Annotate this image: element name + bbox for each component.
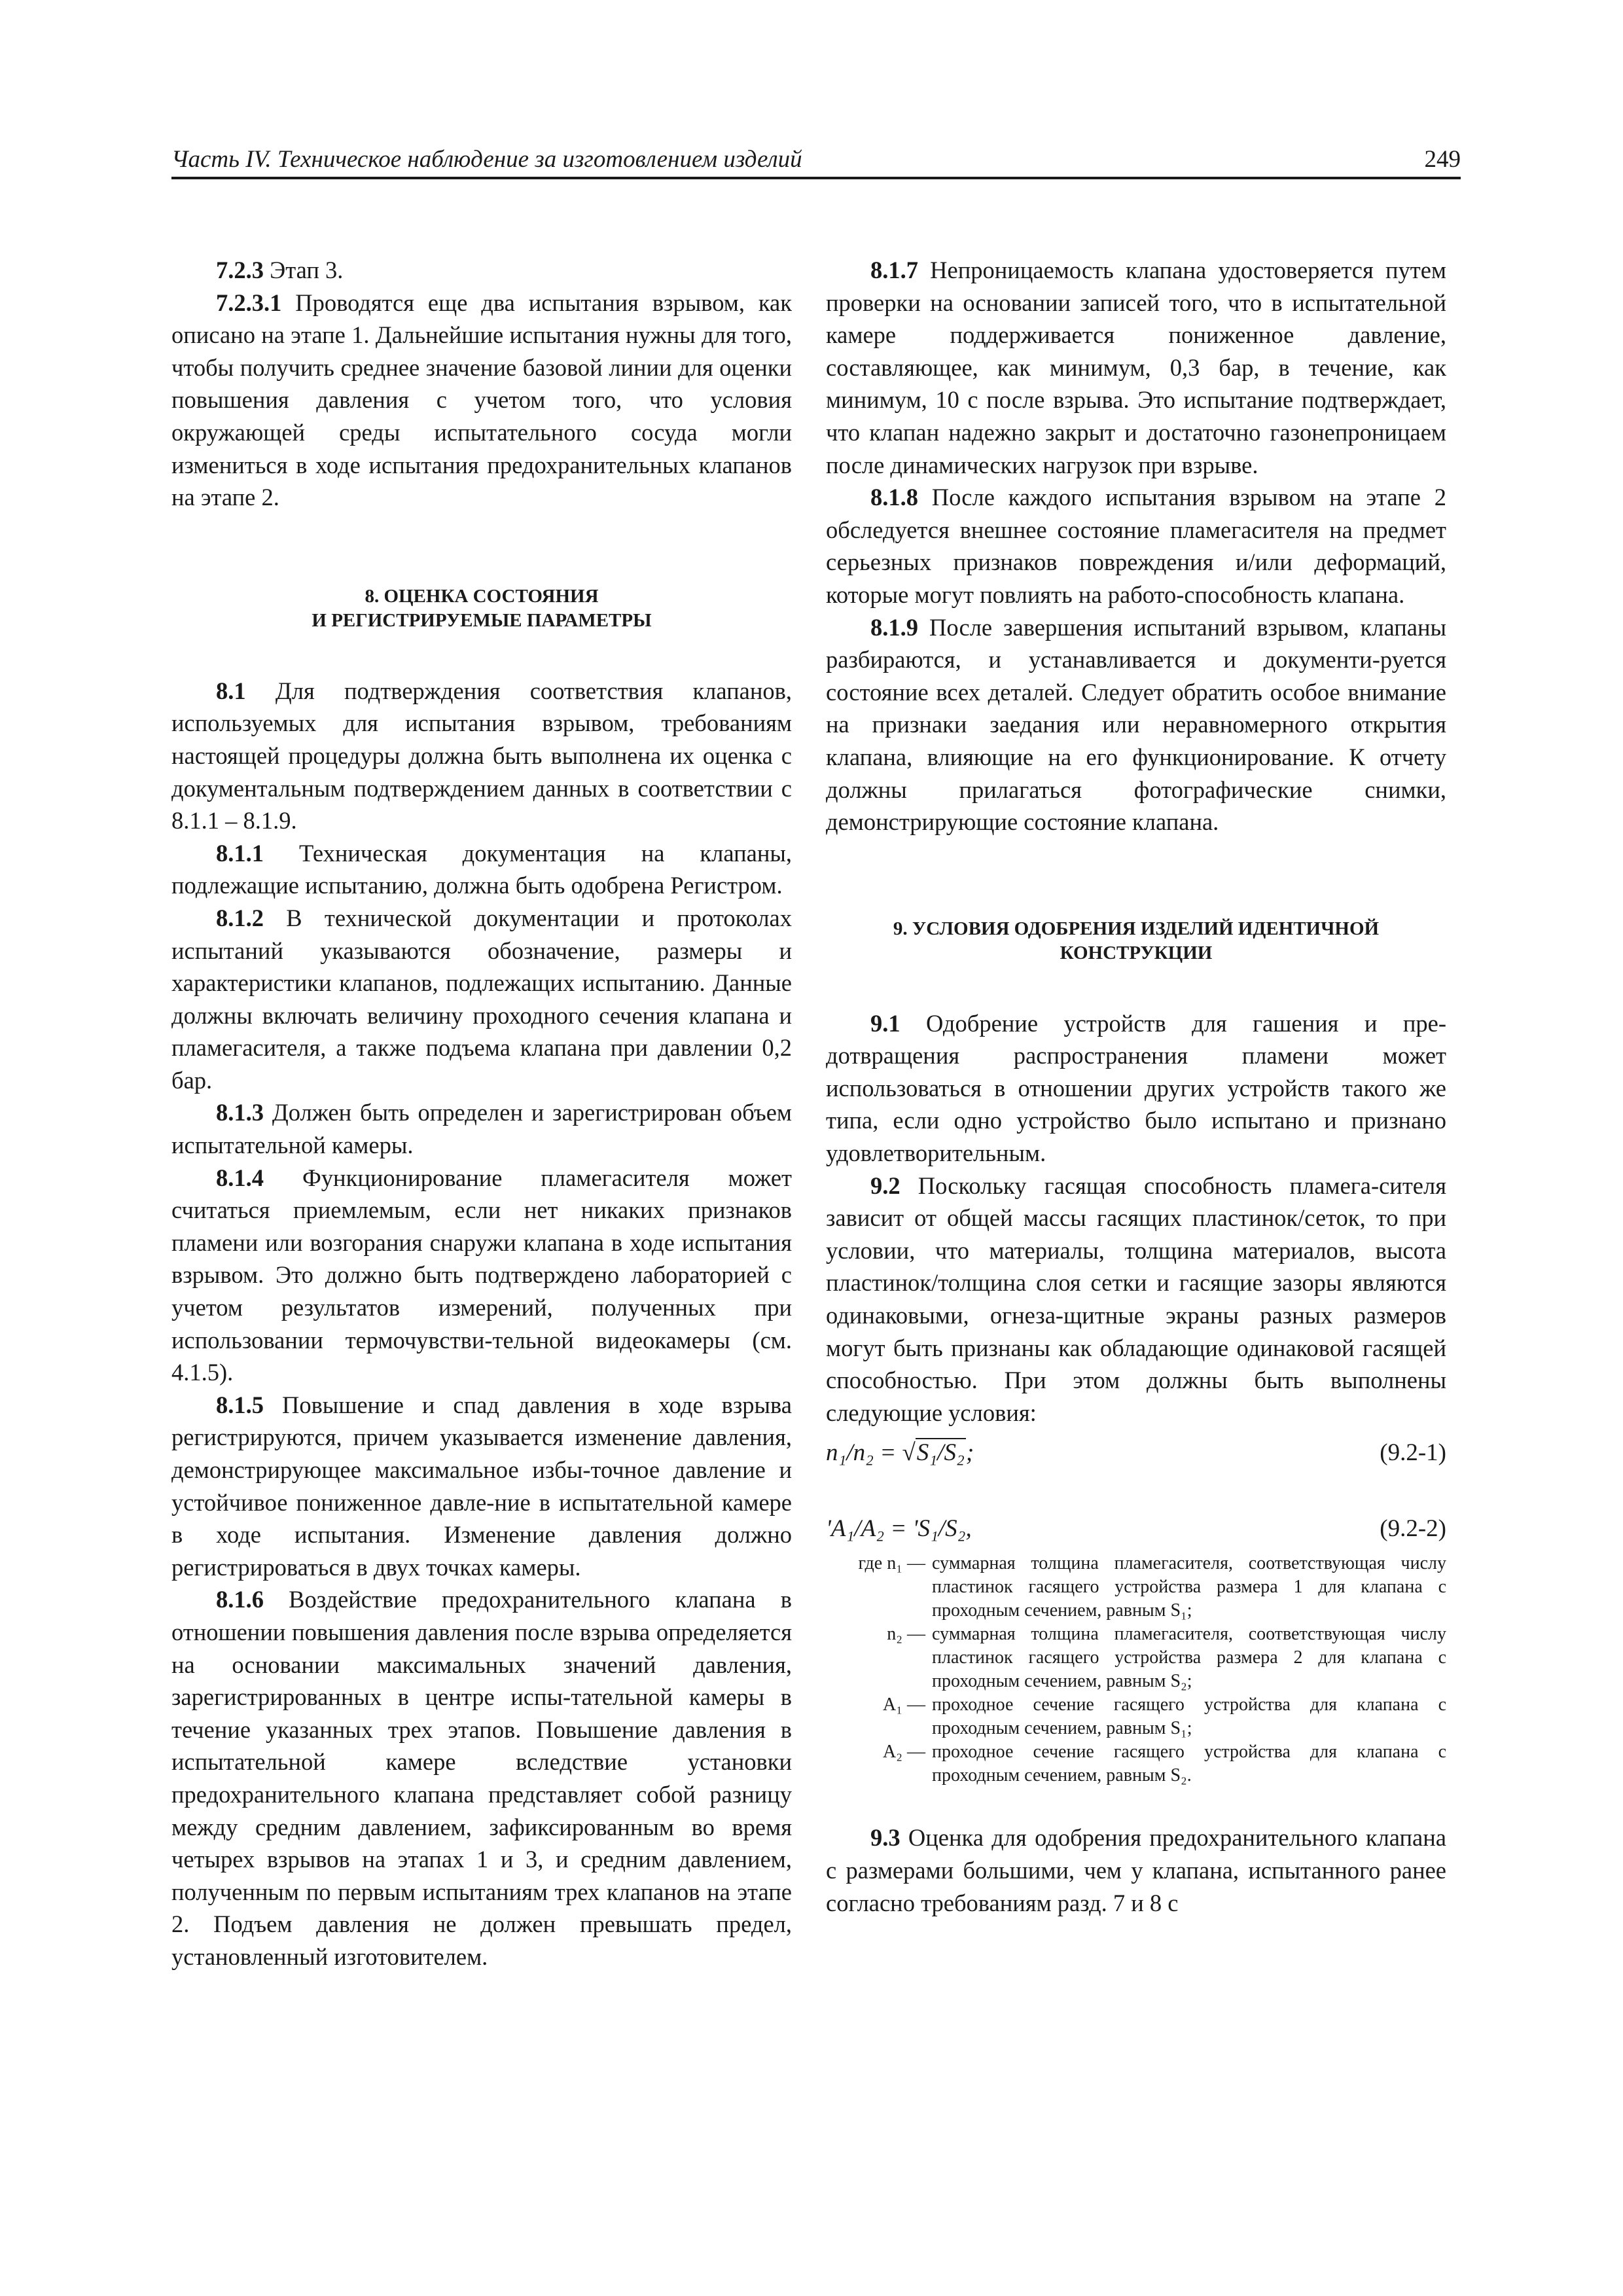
running-title: Часть IV. Техническое наблюдение за изготовлением изделий xyxy=(171,146,802,173)
paragraph-8-1-5: 8.1.5 Повышение и спад давления в ходе взрыва регистрируются, причем указывается изменение давления, демонстрирующее максимальное избы-точное давление и устойчивое пониженное давле-ние в испытательной камере в ходе испытания. Изменение давления должно регистрироваться в двух точках камеры. xyxy=(171,1391,792,1581)
symbol-definitions xyxy=(826,1552,1446,1787)
section-9-heading: 9. УСЛОВИЯ ОДОБРЕНИЯ ИЗДЕЛИЙ ИДЕНТИЧНОЙ КОНСТРУКЦИИ xyxy=(893,918,1380,963)
formula-9-2-1: n₁/n₂ = √S₁/S₂; (9.2-1) xyxy=(826,1437,1446,1476)
paragraph-9-2: 9.2 Поскольку гасящая способность пламега-сителя зависит от общей массы гасящих пластинок/сеток, то при условии, что материалы, толщина материалов, высота пластинок/толщина слоя сетки и гасящие зазоры являются одинаковыми, огнеза-щитные экраны разных размеров могут быть признаны как обладающие одинаковой гасящей способностью. При этом должны быть выполнены следующие условия: xyxy=(826,1172,1446,1426)
page-number: 249 xyxy=(1424,146,1461,173)
definition-row: где n₁ — суммарная толщина пламегасителя, соответствующая числу пластинок гасящего устройства размера 1 для клапана с проходным сечением, равным S₁; xyxy=(858,1553,1446,1621)
definition-row: A₂ — проходное сечение гасящего устройства для клапана с проходным сечением, равным S₂. xyxy=(883,1742,1446,1786)
equation-number: (9.2-2) xyxy=(1380,1515,1446,1543)
running-header xyxy=(171,145,1461,178)
paragraph-8-1-9: 8.1.9 После завершения испытаний взрывом, клапаны разбираются, и устанавливается и документи-руется состояние всех деталей. Следует обратить особое внимание на признаки заедания или неравномерного открытия клапана, влияющие на его функционирование. К отчету должны прилагаться фотографические снимки, демонстрирующие состояние клапана. xyxy=(826,613,1446,836)
paragraph-7-2-3-1: 7.2.3.1 Проводятся еще два испытания взрывом, как описано на этапе 1. Дальнейшие испытания нужны для того, чтобы получить среднее значение базовой линии для оценки повышения давления с учетом того, что условия окружающей среды испытательного сосуда могли измениться в ходе испытания предохранительных клапанов на этапе 2. xyxy=(171,289,792,511)
paragraph-8-1-1: 8.1.1 Техническая документация на клапаны, подлежащие испытанию, должна быть одобрена Регистром. xyxy=(171,839,792,899)
equation-number: (9.2-1) xyxy=(1380,1439,1446,1467)
definition-row: n₂ — суммарная толщина пламегасителя, соответствующая числу пластинок гасящего устройства размера 2 для клапана с проходным сечением, равным S₂; xyxy=(887,1624,1446,1692)
paragraph-8-1-6: 8.1.6 Воздействие предохранительного клапана в отношении повышения давления после взрыва определяется на основании максимальных значений давления, зарегистрированных в центре испы-тательной камеры в течение указанных трех этапов. Повышение давления в испытательной камере вследствие установки предохранительного клапана представляет собой разницу между средним давлением, зафиксированным во время четырех взрывов на этапах 1 и 3, и средним давлением, полученным по первым испытаниям трех клапанов на этапе 2. Подъем давления не должен превышать предел, установленный изготовителем. xyxy=(171,1586,792,1970)
left-column xyxy=(171,254,792,1973)
right-column xyxy=(826,254,1446,1919)
paragraph-9-3: 9.3 Оценка для одобрения предохранительного клапана с размерами большими, чем у клапана, испытанного ранее согласно требованиям разд. 7 и 8 с xyxy=(826,1824,1446,1916)
formula-9-2-2: ʹA₁/A₂ = ʹS₁/S₂, (9.2-2) xyxy=(826,1513,1446,1552)
paragraph-8-1-7: 8.1.7 Непроницаемость клапана удостоверяется путем проверки на основании записей того, что в испытательной камере поддерживается пониженное давление, составляющее, как минимум, 0,3 бар, в течение, как минимум, 10 с после взрыва. Это испытание подтверждает, что клапан надежно закрыт и достаточно газонепроницаем после динамических нагрузок при взрыве. xyxy=(826,257,1446,478)
paragraph-8-1: 8.1 Для подтверждения соответствия клапанов, используемых для испытания взрывом, требованиям настоящей процедуры должна быть выполнена их оценка с документальным подтверждением данных в соответствии с 8.1.1 – 8.1.9. xyxy=(171,677,792,834)
paragraph-8-1-4: 8.1.4 Функционирование пламегасителя может считаться приемлемым, если нет никаких признаков пламени или возгорания снаружи клапана в ходе испытания взрывом. Это должно быть подтверждено лабораторией с учетом результатов измерений, полученных при использовании термочувстви-тельной видеокамеры (см. 4.1.5). xyxy=(171,1164,792,1386)
paragraph-9-1: 9.1 Одобрение устройств для гашения и пре-дотвращения распространения пламени может использоваться в отношении других устройств такого же типа, если одно устройство было испытано и признано удовлетворительным. xyxy=(826,1009,1446,1167)
definition-row: A₁ — проходное сечение гасящего устройства для клапана с проходным сечением, равным S₁; xyxy=(883,1695,1446,1739)
paragraph-8-1-8: 8.1.8 После каждого испытания взрывом на этапе 2 обследуется внешнее состояние пламегасителя на предмет серьезных признаков повреждения и/или деформаций, которые могут повлиять на работо-способность клапана. xyxy=(826,484,1446,608)
paragraph-8-1-2: 8.1.2 В технической документации и протоколах испытаний указываются обозначение, размеры и характеристики клапанов, подлежащих испытанию. Данные должны включать величину проходного сечения клапана и пламегасителя, а также подъема клапана при давлении 0,2 бар. xyxy=(171,904,792,1094)
header-rule xyxy=(171,177,1461,179)
paragraph-8-1-3: 8.1.3 Должен быть определен и зарегистрирован объем испытательной камеры. xyxy=(171,1099,792,1159)
paragraph-7-2-3: 7.2.3 Этап 3. xyxy=(216,257,344,283)
section-8-heading: 8. ОЦЕНКА СОСТОЯНИЯ И РЕГИСТРИРУЕМЫЕ ПАРАМЕТРЫ xyxy=(312,585,652,631)
